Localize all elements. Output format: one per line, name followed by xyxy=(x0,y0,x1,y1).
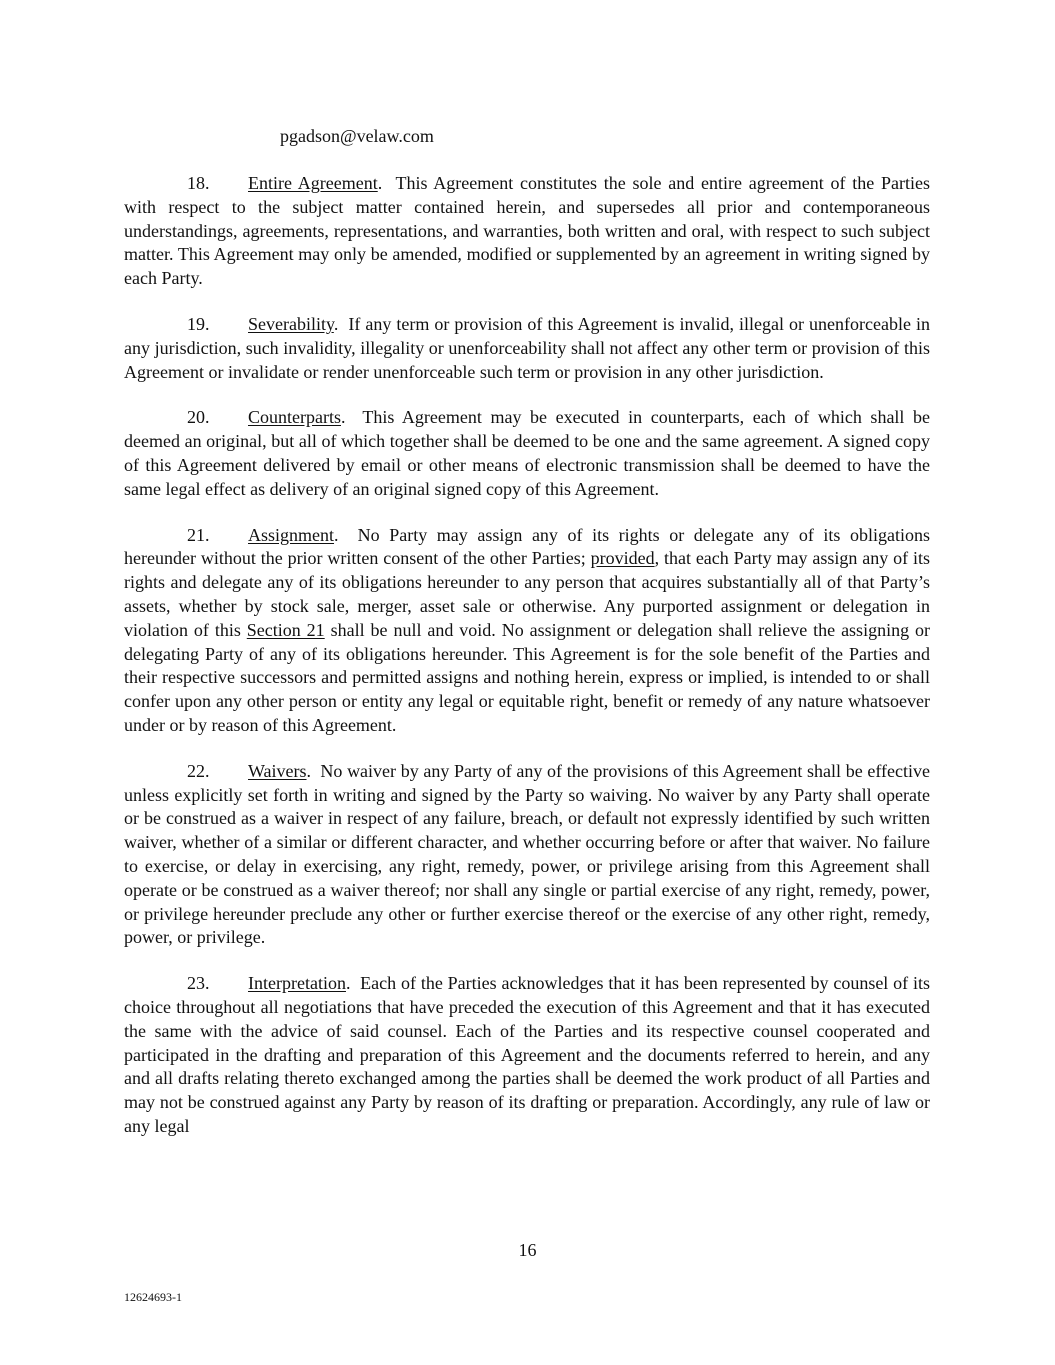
section-20: 20. Counterparts. This Agreement may be executed in counterparts, each of which shall be deemed an original, but all of which together shall be deemed to be one and the same agreement. A signed copy of this Agreement delivered by email or other means of electronic transmission shall be deemed to have the same legal effect as delivery of an original signed copy of this Agreement. xyxy=(124,407,930,499)
section-22: 22. Waivers. No waiver by any Party of any of the provisions of this Agreement shall be effective unless explicitly set forth in writing and signed by the Party so waiving. No waiver by any Party shall operate or be construed as a waiver in respect of any failure, breach, or default not expressly identified by such written waiver, whether of a similar or different character, and whether occurring before or after that waiver. No failure to exercise, or delay in exercising, any right, remedy, power, or privilege arising from this Agreement shall operate or be construed as a waiver thereof; nor shall any single or partial exercise of any right, remedy, power, or privilege hereunder preclude any other or further exercise thereof or the exercise of any other right, remedy, power, or privilege. xyxy=(124,760,931,948)
section-text: No waiver by any Party of any of the provisions of this Agreement shall be effective unless explicitly set forth in writing and signed by the Party so waiving. No waiver by any Party shall operate or be construed as a waiver in respect of any failure, breach, or default not expressly identified by such written waiver, whether of a similar or different character, and whether occurring before or after that waiver. No failure to exercise, or delay in exercising, any right, remedy, power, or privilege arising from this Agreement shall operate or be construed as a waiver thereof; nor shall any single or partial exercise of any right, remedy, power, or privilege hereunder preclude any other or further exercise thereof or the exercise of any other right, remedy, power, or privilege. xyxy=(124,760,931,948)
section-heading: Interpretation xyxy=(248,973,346,994)
provided-term: provided xyxy=(590,548,655,569)
section-number: 23. xyxy=(187,973,210,994)
section-heading: Counterparts xyxy=(248,407,341,428)
section-heading: Waivers xyxy=(248,760,307,781)
section-18: 18. Entire Agreement. This Agreement constitutes the sole and entire agreement of the Parties with respect to the subject matter contained herein, and supersedes all prior and contemporaneous understandings, agreements, representations, and warranties, both written and oral, with respect to such subject matter. This Agreement may only be amended, modified or supplemented by an agreement in writing signed by each Party. xyxy=(124,173,930,289)
section-23: 23. Interpretation. Each of the Parties acknowledges that it has been represented by counsel of its choice throughout all negotiations that have preceded the execution of this Agreement and that it has executed the same with the advice of said counsel. Each of the Parties and its respective counsel cooperated and participated in the drafting and preparation of this Agreement and the documents referred to herein, and any and all drafts relating thereto exchanged among the parties shall be deemed the work product of all Parties and may not be construed against any Party by reason of its drafting or preparation. Accordingly, any rule of law or any legal xyxy=(124,973,931,1136)
section-text: shall be null and void. No assignment or delegation shall relieve the assigning or delegating Party of any of its obligations hereunder. This Agreement is for the sole benefit of the Parties and their respective successors and permitted assigns and nothing herein, express or implied, is intended to or shall confer upon any other person or entity any legal or equitable right, benefit or remedy of any nature whatsoever under or by reason of this Agreement. xyxy=(124,619,930,735)
section-number: 18. xyxy=(187,173,210,193)
section-text: Each of the Parties acknowledges that it has been represented by counsel of its choice throughout all negotiations that have preceded the execution of this Agreement and that it has executed the same with the advice of said counsel. Each of the Parties and its respective counsel cooperated and participated in the drafting and preparation of this Agreement and the documents referred to herein, and any and all drafts relating thereto exchanged among the parties shall be deemed the work product of all Parties and may not be construed against any Party by reason of its drafting or preparation. Accordingly, any rule of law or any legal xyxy=(124,973,931,1136)
page-number: 16 xyxy=(518,1240,537,1260)
document-id: 12624693-1 xyxy=(124,1290,182,1304)
section-text: , that each Party may assign any of its rights and delegate any of its obligations hereunder to any person that acquires substantially all of that Party’s assets, whether by stock sale, merger, asset sale or otherwise. Any purported assignment or delegation in violation of this xyxy=(124,548,930,640)
section-19: 19. Severability. If any term or provision of this Agreement is invalid, illegal or unenforceable in any jurisdiction, such invalidity, illegality or unenforceability shall not affect any other term or provision of this Agreement or invalidate or render unenforceable such term or provision in any other jurisdiction. xyxy=(124,313,930,382)
document-body xyxy=(124,172,930,1161)
section-number: 21. xyxy=(187,524,210,545)
section-reference: Section 21 xyxy=(246,619,325,640)
section-heading: Severability xyxy=(248,313,334,334)
section-text: This Agreement may be executed in counterparts, each of which shall be deemed an original, but all of which together shall be deemed to be one and the same agreement. A signed copy of this Agreement delivered by email or other means of electronic transmission shall be deemed to have the same legal effect as delivery of an original signed copy of this Agreement. xyxy=(124,407,930,499)
section-heading: Entire Agreement xyxy=(248,173,378,193)
section-heading: Assignment xyxy=(248,524,335,545)
section-number: 20. xyxy=(187,407,210,428)
notice-email: pgadson@velaw.com xyxy=(280,126,434,146)
section-number: 19. xyxy=(187,313,210,334)
section-text: This Agreement constitutes the sole and entire agreement of the Parties with respect to the subject matter contained herein, and supersedes all prior and contemporaneous understandings, agreements, representations, and warranties, both written and oral, with respect to such subject matter. This Agreement may only be amended, modified or supplemented by an agreement in writing signed by each Party. xyxy=(124,173,930,289)
section-number: 22. xyxy=(187,760,210,781)
section-21: 21. Assignment. No Party may assign any of its rights or delegate any of its obligations hereunder without the prior written consent of the other Parties; provided, that each Party may assign any of its rights and delegate any of its obligations hereunder to any person that acquires substantially all of that Party’s assets, whether by stock sale, merger, asset sale or otherwise. Any purported assignment or delegation in violation of this Section 21 shall be null and void. No assignment or delegation shall relieve the assigning or delegating Party of any of its obligations hereunder. This Agreement is for the sole benefit of the Parties and their respective successors and permitted assigns and nothing herein, express or implied, is intended to or shall confer upon any other person or entity any legal or equitable right, benefit or remedy of any nature whatsoever under or by reason of this Agreement. xyxy=(124,524,931,735)
section-text: If any term or provision of this Agreement is invalid, illegal or unenforceable in any jurisdiction, such invalidity, illegality or unenforceability shall not affect any other term or provision of this Agreement or invalidate or render unenforceable such term or provision in any other jurisdiction. xyxy=(124,313,930,382)
section-text: No Party may assign any of its rights or delegate any of its obligations hereunder without the prior written consent of the other Parties; xyxy=(124,524,931,569)
